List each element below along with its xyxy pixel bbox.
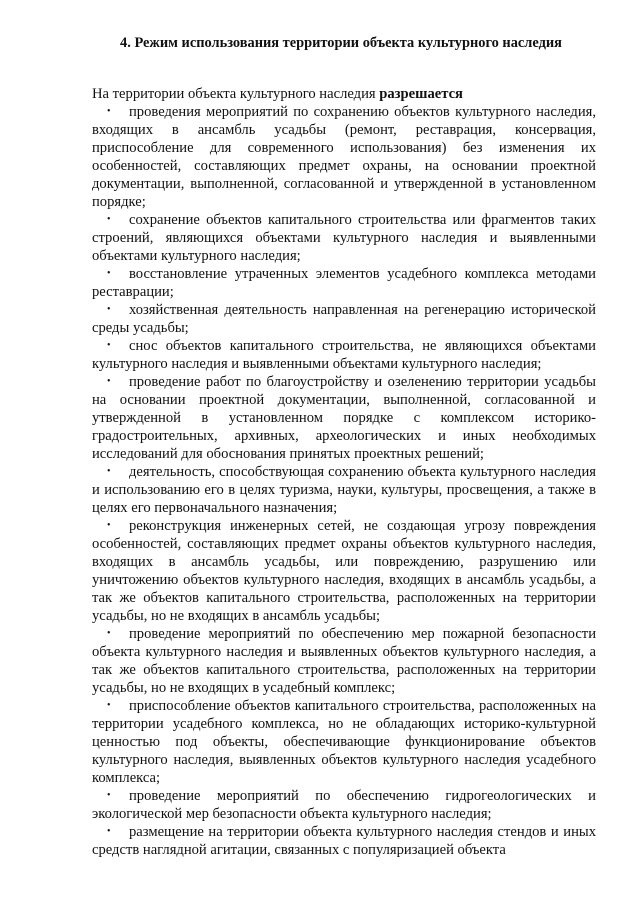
list-item <box>92 265 596 301</box>
bullet-icon: • <box>107 790 111 801</box>
list-item-text: проведения мероприятий по сохранению объектов культурного наследия, входящих в ансамбль усадьбы (ремонт, реставрация, консервация, приспособление для современного использования) без изменения их особенностей, составляющих предмет охраны, на основании проектной документации, выполненной, согласованной и утвержденной в установленном порядке; <box>92 104 596 210</box>
bullet-icon: • <box>107 214 111 225</box>
list-item <box>92 823 596 859</box>
list-item <box>92 517 596 625</box>
list-item <box>92 301 596 337</box>
intro-paragraph <box>92 85 596 103</box>
list-item-text: хозяйственная деятельность направленная на регенерацию исторической среды усадьбы; <box>92 302 596 336</box>
list-item-text: приспособление объектов капитального строительства, расположенных на территории усадебного комплекса, но не обладающих историко-культурной ценностью под объекты, обеспечивающие функционирование объектов культурного наследия, выявленных объектов культурного наследия усадебного комплекса; <box>92 698 596 786</box>
bullet-icon: • <box>107 268 111 279</box>
list-item-text: проведение мероприятий по обеспечению мер пожарной безопасности объекта культурного наследия и выявленных объектов культурного наследия, а так же объектов капитального строительства, расположенных на территории усадьбы, но не входящих в усадебный комплекс; <box>92 626 596 696</box>
list-item-text: реконструкция инженерных сетей, не создающая угрозу повреждения особенностей, составляющих предмет охраны объектов культурного наследия, входящих в ансамбль усадьбы, или повреждению, разрушению или уничтожению объектов культурного наследия, входящих в ансамбль усадьбы, а так же объектов капитального строительства, расположенных на территории усадьбы, но не входящих в ансамбль усадьбы; <box>92 518 596 624</box>
bullet-icon: • <box>107 376 111 387</box>
bullet-icon: • <box>107 106 111 117</box>
list-item <box>92 337 596 373</box>
list-item <box>92 787 596 823</box>
bullet-icon: • <box>107 466 111 477</box>
list-item <box>92 373 596 463</box>
bullet-icon: • <box>107 340 111 351</box>
list-item <box>92 463 596 517</box>
list-item-text: деятельность, способствующая сохранению объекта культурного наследия и использованию его в целях туризма, науки, культуры, просвещения, а также в целях его первоначального назначения; <box>92 464 596 516</box>
permitted-activities-list <box>92 103 596 859</box>
list-item-text: размещение на территории объекта культурного наследия стендов и иных средств наглядной агитации, связанных с популяризацией объекта <box>92 824 596 858</box>
bullet-icon: • <box>107 826 111 837</box>
list-item <box>92 697 596 787</box>
list-item <box>92 211 596 265</box>
intro-text: На территории объекта культурного наследия <box>92 86 380 102</box>
bullet-icon: • <box>107 520 111 531</box>
list-item-text: снос объектов капитального строительства, не являющихся объектами культурного наследия и выявленными объектами культурного наследия; <box>92 338 596 372</box>
list-item-text: проведение работ по благоустройству и озеленению территории усадьбы на основании проектной документации, выполненной, согласованной и утвержденной в установленном порядке с комплексом историко-градостроительных, архивных, археологических и иных необходимых исследований для обоснования принятых проектных решений; <box>92 374 596 462</box>
list-item <box>92 103 596 211</box>
list-item-text: сохранение объектов капитального строительства или фрагментов таких строений, являющихся объектами культурного наследия и выявленными объектами культурного наследия; <box>92 212 596 264</box>
bullet-icon: • <box>107 700 111 711</box>
list-item-text: восстановление утраченных элементов усадебного комплекса методами реставрации; <box>92 266 596 300</box>
intro-bold-text: разрешается <box>379 86 463 102</box>
section-heading: 4. Режим использования территории объекта культурного наследия <box>120 35 562 51</box>
list-item <box>92 625 596 697</box>
bullet-icon: • <box>107 628 111 639</box>
bullet-icon: • <box>107 304 111 315</box>
list-item-text: проведение мероприятий по обеспечению гидрогеологических и экологической мер безопасности объекта культурного наследия; <box>92 788 596 822</box>
